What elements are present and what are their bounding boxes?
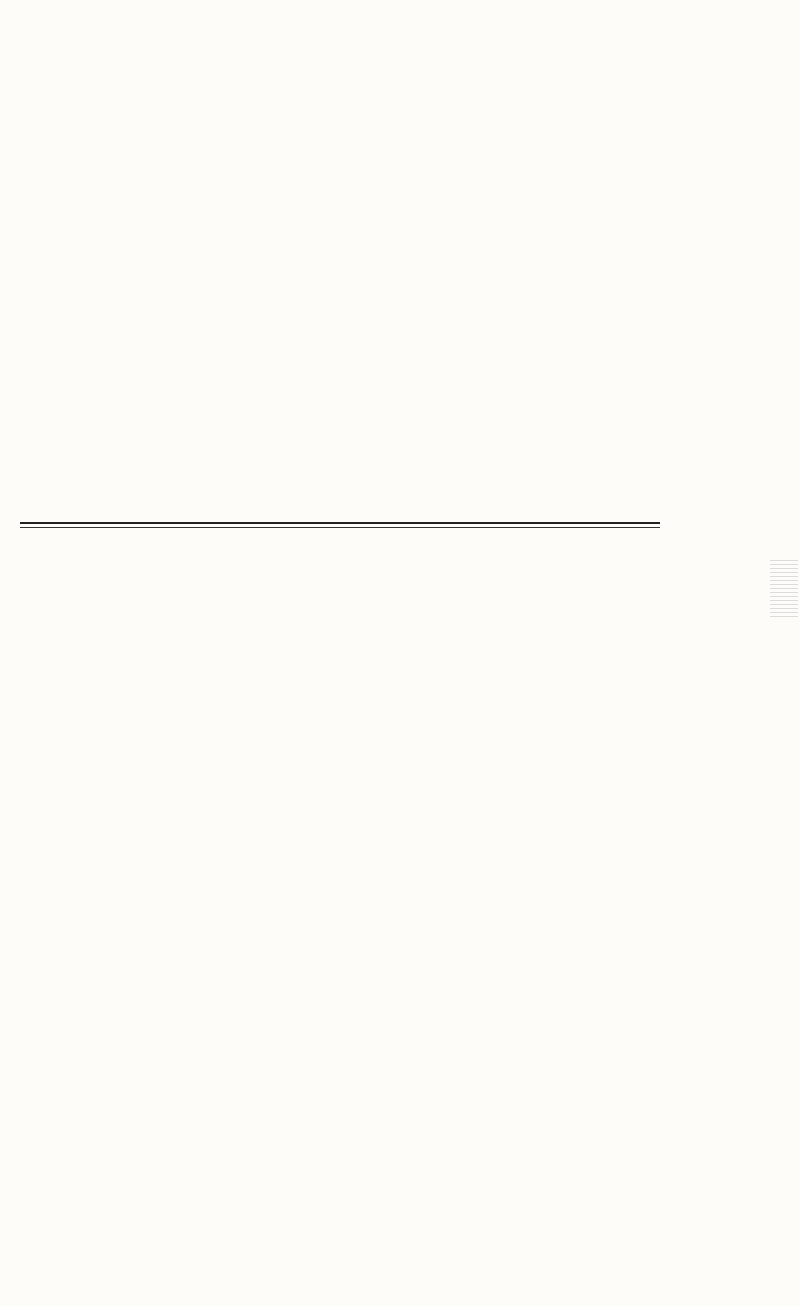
section-rule [20,522,660,524]
page-edge-shadow [770,560,798,620]
section-rule-thin [20,527,660,528]
